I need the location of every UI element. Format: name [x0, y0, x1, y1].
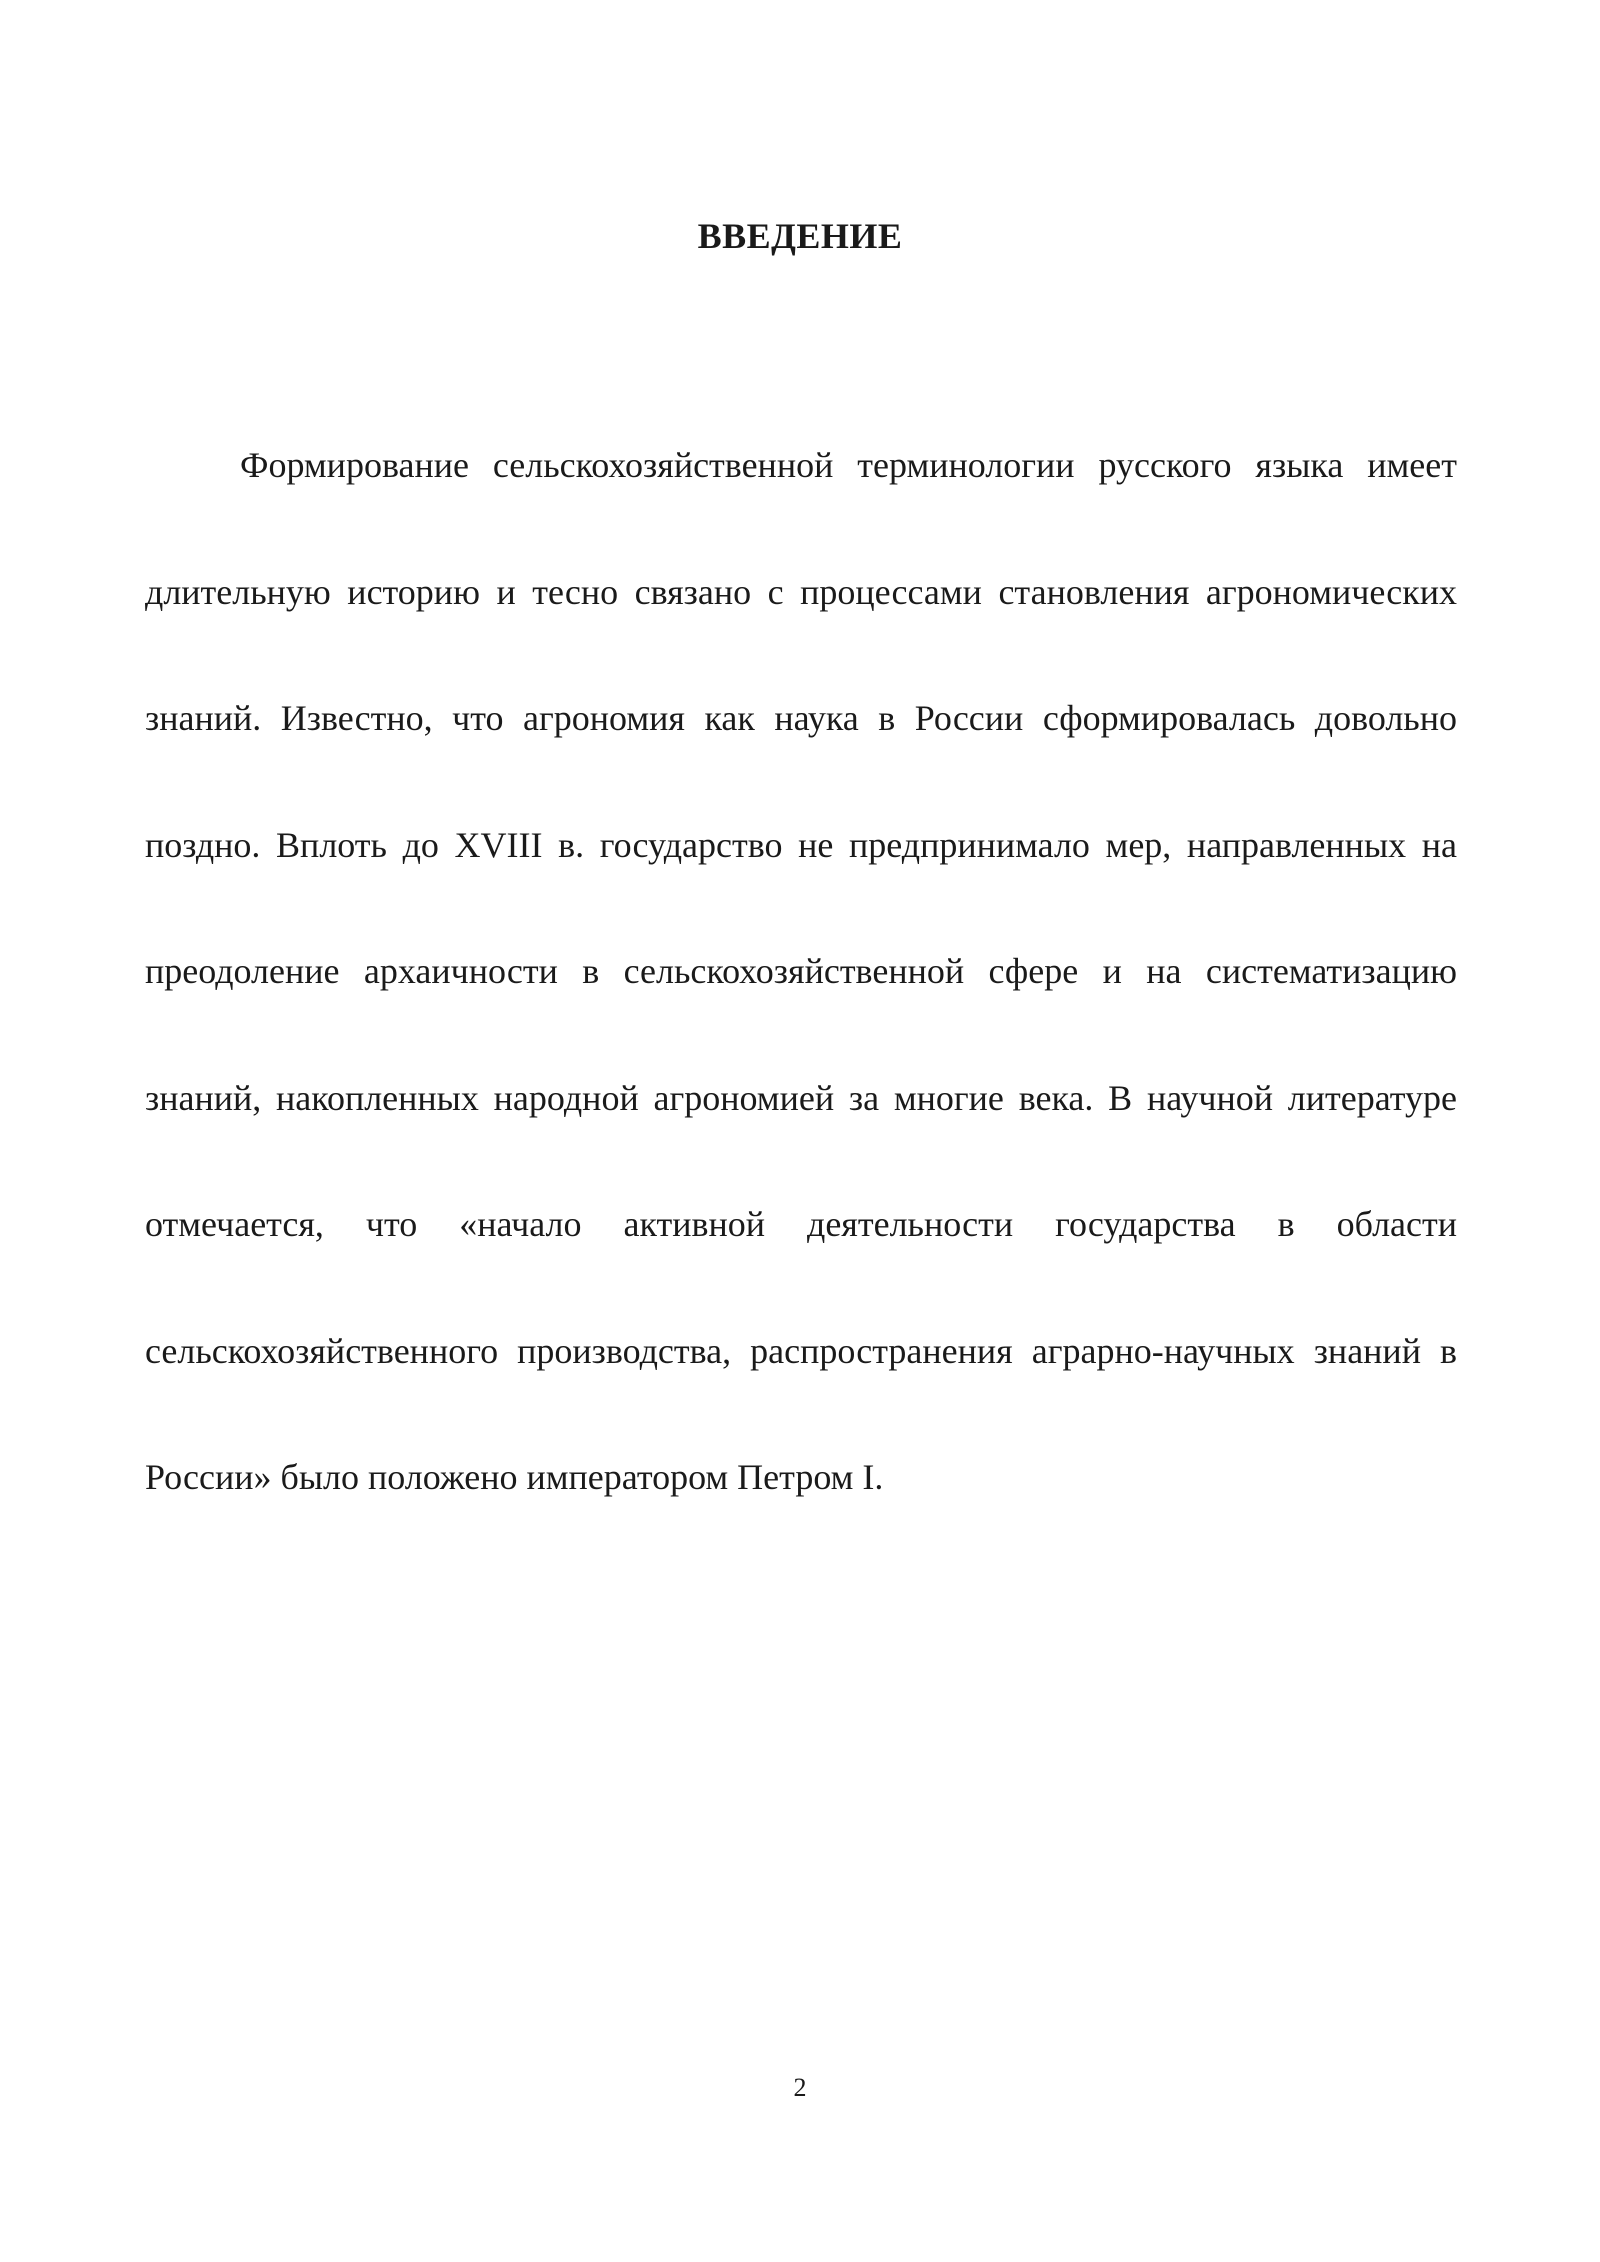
body-paragraph: Формирование сельскохозяйственной терминологии русского языка имеет длительную историю и тесно связано с процессами становления агрономических знаний. Известно, что агрономия как наука в России сформировалась довольно поздно. Вплоть до XVIII в. государство не предпринимало мер, направленных на преодоление архаичности в сельскохозяйственной сфере и на систематизацию знаний, накопленных народной агрономией за многие века. В научной литературе отмечается, что «начало активной деятельности государства в области сельскохозяйственного производства, распространения аграрно-научных знаний в России» было положено императором Петром I. — [145, 445, 1457, 1497]
page-number: 2 — [793, 2073, 807, 2102]
section-heading: ВВЕДЕНИЕ — [697, 216, 903, 256]
